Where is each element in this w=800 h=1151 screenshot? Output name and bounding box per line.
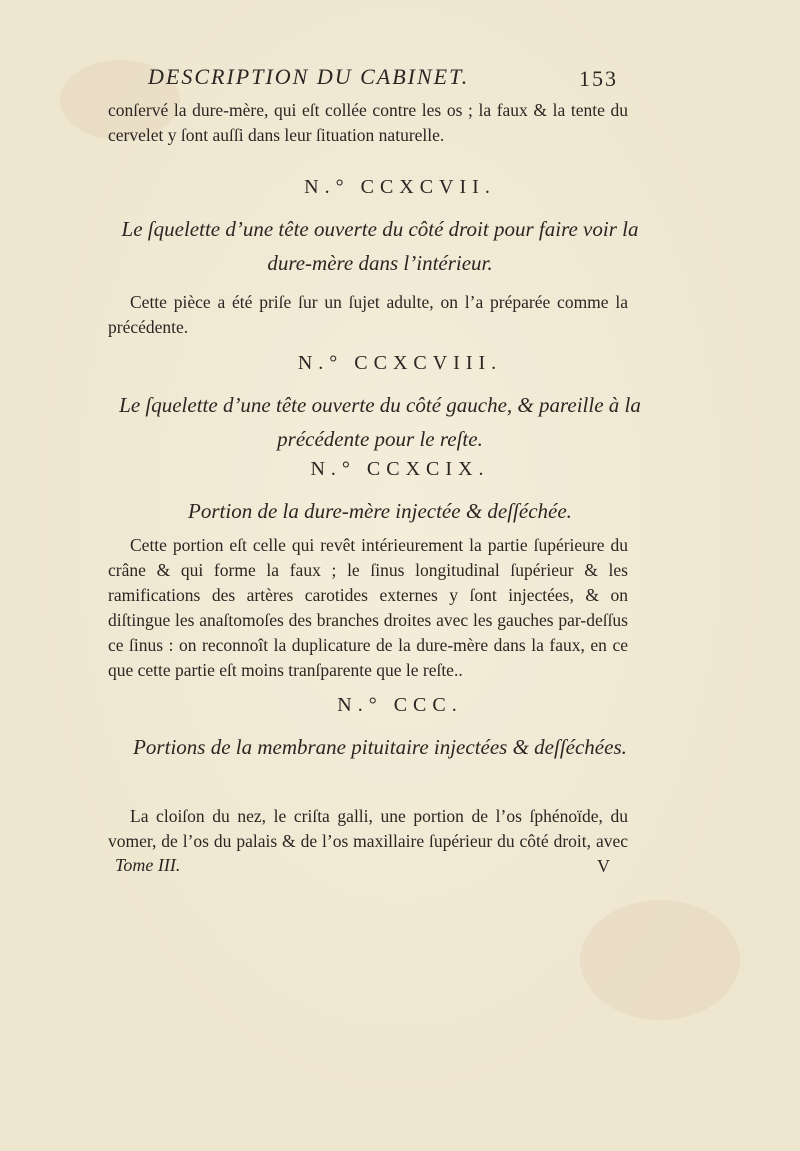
- entry-number-299: N.° CCXCIX.: [310, 458, 490, 480]
- entry-title-300: Portions de la membrane pituitaire injectées & deſſéchées.: [133, 735, 627, 759]
- paragraph-continuation: conſervé la dure-mère, qui eſt collée contre les os ; la faux & la tente du cervelet y ſont auſſi dans leur ſituation naturelle.: [108, 100, 628, 145]
- signature-mark: V: [597, 856, 610, 876]
- entry-title-297: Le ſquelette d’une tête ouverte du côté droit pour faire voir la dure-mère dans l’intérieur.: [121, 217, 639, 275]
- entry-description-300: La cloiſon du nez, le criſta galli, une portion de l’os ſphénoïde, du vomer, de l’os du palais & de l’os maxillaire ſupérieur du côté droit, avec: [108, 806, 628, 851]
- entry-description-299: Cette portion eſt celle qui revêt intérieurement la partie ſupérieure du crâne & qui forme la faux ; le ſinus longitudinal ſupérieur & les ramifications des artères carotides externes y ſont injectées, & on diſtingue les anaſtomoſes des branches droites avec les gauches par-deſſus ce ſinus : on reconnoît la duplicature de la dure-mère dans la faux, en ce que cette partie eſt moins tranſparente que le reſte..: [108, 535, 628, 680]
- entry-title-298: Le ſquelette d’une tête ouverte du côté gauche, & pareille à la précédente pour le reſte.: [119, 393, 641, 451]
- entry-description-297: Cette pièce a été priſe ſur un ſujet adulte, on l’a préparée comme la précédente.: [108, 292, 628, 337]
- entry-title-299: Portion de la dure-mère injectée & deſſéchée.: [188, 499, 572, 523]
- entry-number-297: N.° CCXCVII.: [304, 176, 496, 198]
- page-number: 153: [579, 66, 618, 91]
- running-title: DESCRIPTION DU CABINET.: [148, 64, 470, 89]
- entry-number-298: N.° CCXCVIII.: [297, 352, 503, 374]
- volume-label: Tome III.: [115, 855, 181, 875]
- paper-stain: [580, 900, 740, 1020]
- entry-number-300: N.° CCC.: [337, 694, 463, 716]
- running-header: [148, 64, 618, 100]
